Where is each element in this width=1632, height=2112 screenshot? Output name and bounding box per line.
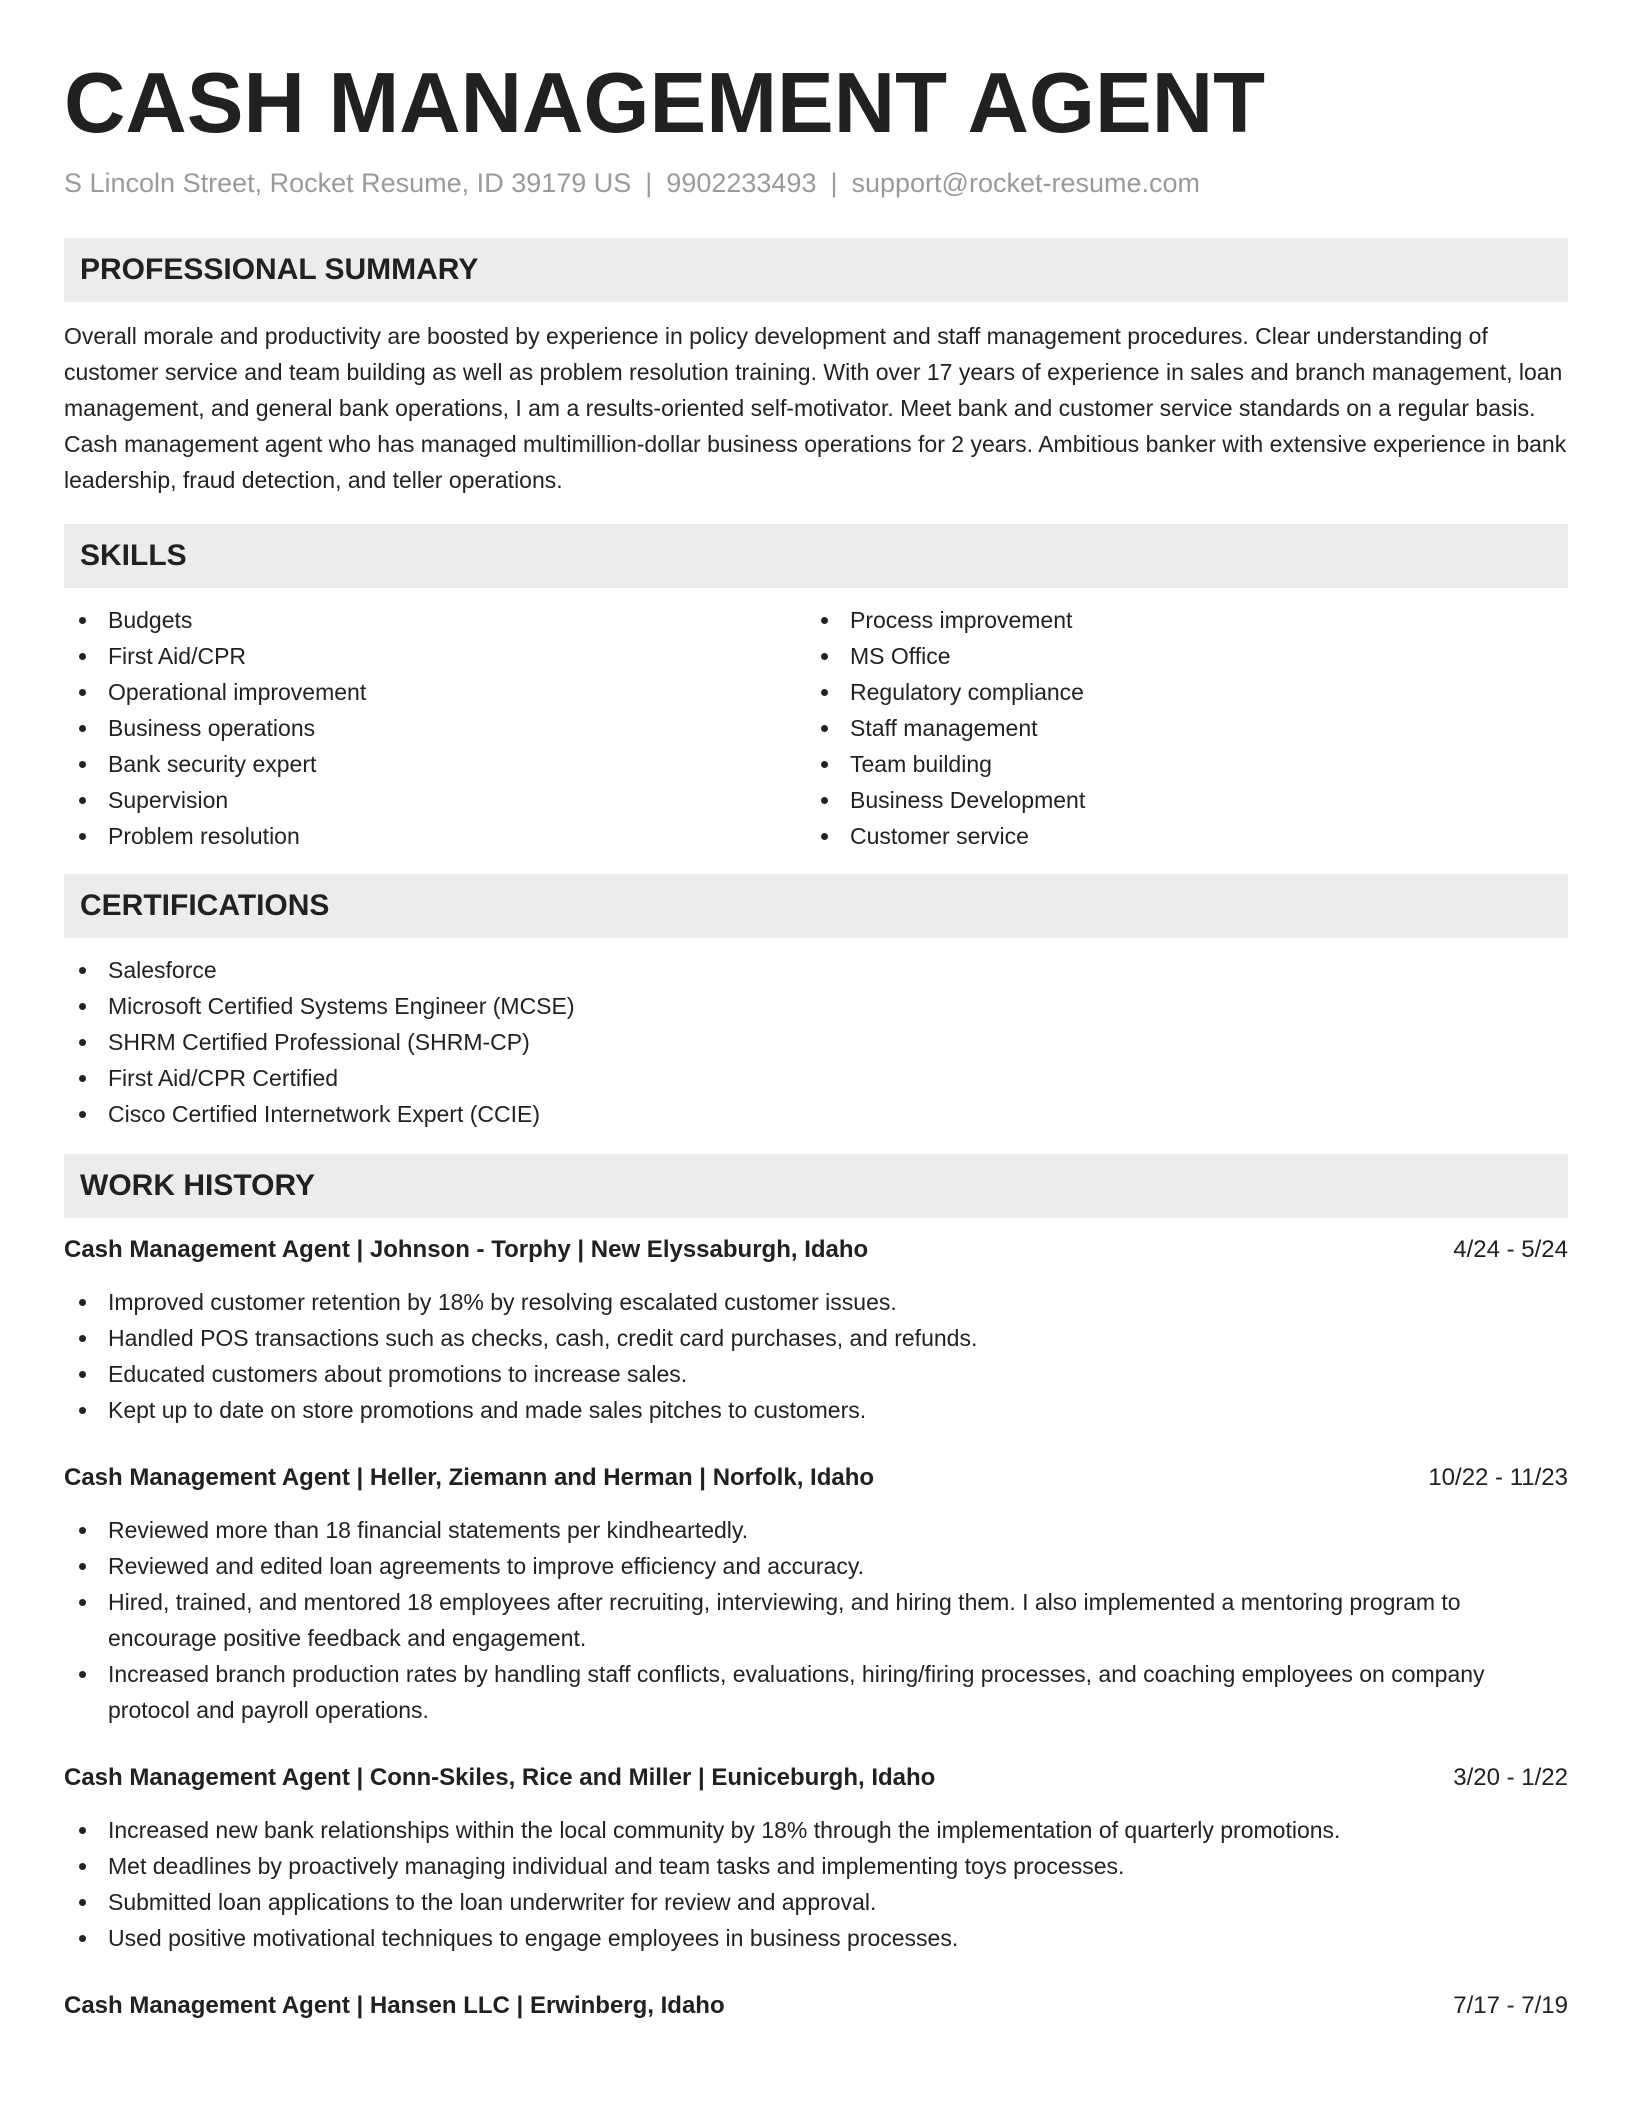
job-title: Cash Management Agent | Johnson - Torphy | New Elyssaburgh, Idaho bbox=[64, 1236, 869, 1263]
list-item bbox=[806, 602, 1548, 638]
list-item-text: Problem resolution bbox=[108, 823, 300, 849]
list-item-text: Salesforce bbox=[108, 957, 217, 983]
job-bullet-list bbox=[64, 1512, 1568, 1728]
skills-section bbox=[64, 524, 1568, 854]
bullet-dot-icon bbox=[79, 833, 86, 840]
bullet-dot-icon bbox=[821, 653, 828, 660]
bullet-dot-icon bbox=[79, 1599, 86, 1606]
list-item-text: SHRM Certified Professional (SHRM-CP) bbox=[108, 1029, 530, 1055]
list-item bbox=[64, 1284, 1568, 1320]
list-item bbox=[64, 1512, 1568, 1548]
list-item-text: Improved customer retention by 18% by resolving escalated customer issues. bbox=[108, 1289, 897, 1315]
job-dates: 3/20 - 1/22 bbox=[1453, 1764, 1568, 1791]
list-item-text: Cisco Certified Internetwork Expert (CCIE) bbox=[108, 1101, 541, 1127]
bullet-dot-icon bbox=[79, 1863, 86, 1870]
bullet-dot-icon bbox=[79, 1003, 86, 1010]
list-item bbox=[64, 1884, 1568, 1920]
job-dates: 4/24 - 5/24 bbox=[1453, 1236, 1568, 1263]
list-item bbox=[64, 674, 806, 710]
job-header bbox=[64, 1988, 1568, 2024]
bullet-dot-icon bbox=[79, 617, 86, 624]
bullet-dot-icon bbox=[821, 761, 828, 768]
job-entry bbox=[64, 1232, 1568, 1428]
job-bullet-list bbox=[64, 1812, 1568, 1956]
bullet-dot-icon bbox=[79, 1299, 86, 1306]
list-item-text: Regulatory compliance bbox=[850, 679, 1084, 705]
bullet-dot-icon bbox=[821, 725, 828, 732]
list-item bbox=[64, 710, 806, 746]
bullet-dot-icon bbox=[79, 967, 86, 974]
list-item bbox=[64, 1584, 1568, 1656]
list-item bbox=[806, 674, 1548, 710]
list-item-text: Kept up to date on store promotions and made sales pitches to customers. bbox=[108, 1397, 867, 1423]
contact-address: S Lincoln Street, Rocket Resume, ID 39179 US bbox=[64, 168, 632, 198]
skills-heading: SKILLS bbox=[64, 524, 1568, 588]
list-item bbox=[64, 952, 1568, 988]
bullet-dot-icon bbox=[821, 617, 828, 624]
list-item-text: Business operations bbox=[108, 715, 316, 741]
bullet-dot-icon bbox=[79, 1075, 86, 1082]
bullet-dot-icon bbox=[79, 1671, 86, 1678]
list-item bbox=[64, 1920, 1568, 1956]
bullet-dot-icon bbox=[79, 1407, 86, 1414]
job-entry bbox=[64, 1988, 1568, 2024]
certifications-heading: CERTIFICATIONS bbox=[64, 874, 1568, 938]
skills-column-right bbox=[806, 602, 1548, 854]
bullet-dot-icon bbox=[821, 833, 828, 840]
bullet-dot-icon bbox=[79, 761, 86, 768]
bullet-dot-icon bbox=[79, 1039, 86, 1046]
list-item-text: Hired, trained, and mentored 18 employees after recruiting, interviewing, and hiring them. I also implemented a mentoring program to encourage positive feedback and engagement. bbox=[108, 1589, 1461, 1651]
contact-separator: | bbox=[830, 168, 838, 198]
contact-phone: 9902233493 bbox=[666, 168, 817, 198]
list-item-text: First Aid/CPR Certified bbox=[108, 1065, 339, 1091]
bullet-dot-icon bbox=[79, 1935, 86, 1942]
bullet-dot-icon bbox=[79, 1527, 86, 1534]
list-item bbox=[64, 782, 806, 818]
list-item-text: Educated customers about promotions to increase sales. bbox=[108, 1361, 688, 1387]
list-item bbox=[64, 1024, 1568, 1060]
job-list bbox=[64, 1232, 1568, 2024]
list-item bbox=[64, 1548, 1568, 1584]
list-item-text: Used positive motivational techniques to engage employees in business processes. bbox=[108, 1925, 959, 1951]
list-item bbox=[64, 602, 806, 638]
bullet-dot-icon bbox=[79, 725, 86, 732]
contact-line bbox=[64, 166, 1568, 200]
bullet-dot-icon bbox=[79, 1827, 86, 1834]
skills-list-right bbox=[806, 602, 1548, 854]
list-item-text: Team building bbox=[850, 751, 992, 777]
list-item-text: Submitted loan applications to the loan underwriter for review and approval. bbox=[108, 1889, 877, 1915]
bullet-dot-icon bbox=[79, 653, 86, 660]
list-item-text: Budgets bbox=[108, 607, 193, 633]
bullet-dot-icon bbox=[821, 797, 828, 804]
list-item bbox=[64, 1656, 1568, 1728]
list-item bbox=[64, 1392, 1568, 1428]
list-item-text: Handled POS transactions such as checks, cash, credit card purchases, and refunds. bbox=[108, 1325, 978, 1351]
job-bullet-list bbox=[64, 1284, 1568, 1428]
list-item-text: Microsoft Certified Systems Engineer (MCSE) bbox=[108, 993, 575, 1019]
list-item-text: Increased new bank relationships within the local community by 18% through the implementation of quarterly promotions. bbox=[108, 1817, 1341, 1843]
bullet-dot-icon bbox=[79, 797, 86, 804]
list-item-text: Supervision bbox=[108, 787, 229, 813]
job-title: Cash Management Agent | Conn-Skiles, Rice and Miller | Euniceburgh, Idaho bbox=[64, 1764, 936, 1791]
list-item-text: Operational improvement bbox=[108, 679, 367, 705]
list-item-text: Process improvement bbox=[850, 607, 1073, 633]
list-item-text: Bank security expert bbox=[108, 751, 317, 777]
list-item bbox=[806, 638, 1548, 674]
skills-list-left bbox=[64, 602, 806, 854]
list-item bbox=[64, 1812, 1568, 1848]
bullet-dot-icon bbox=[79, 1335, 86, 1342]
bullet-dot-icon bbox=[79, 1111, 86, 1118]
bullet-dot-icon bbox=[79, 1899, 86, 1906]
list-item bbox=[64, 1320, 1568, 1356]
list-item-text: Reviewed and edited loan agreements to improve efficiency and accuracy. bbox=[108, 1553, 865, 1579]
bullet-dot-icon bbox=[79, 1563, 86, 1570]
list-item bbox=[64, 746, 806, 782]
job-header bbox=[64, 1232, 1568, 1268]
bullet-dot-icon bbox=[79, 689, 86, 696]
job-title: Cash Management Agent | Heller, Ziemann and Herman | Norfolk, Idaho bbox=[64, 1464, 875, 1491]
list-item bbox=[64, 1060, 1568, 1096]
resume-title: CASH MANAGEMENT AGENT bbox=[64, 56, 1265, 151]
list-item-text: Increased branch production rates by handling staff conflicts, evaluations, hiring/firing processes, and coaching employees on company protocol and payroll operations. bbox=[108, 1661, 1485, 1723]
summary-text: Overall morale and productivity are boosted by experience in policy development and staff management procedures. Clear understanding of customer service and team building as well as problem resolution training. With over 17 years of experience in sales and branch management, loan management, and general bank operations, I am a results-oriented self-motivator. Meet bank and customer service standards on a regular basis. Cash management agent who has managed multimillion-dollar business operations for 2 years. Ambitious banker with extensive experience in bank leadership, fraud detection, and teller operations. bbox=[64, 323, 1567, 493]
job-header bbox=[64, 1460, 1568, 1496]
list-item bbox=[806, 818, 1548, 854]
job-entry bbox=[64, 1460, 1568, 1728]
skills-column-left bbox=[64, 602, 806, 854]
job-dates: 10/22 - 11/23 bbox=[1428, 1464, 1568, 1491]
job-header bbox=[64, 1760, 1568, 1796]
list-item-text: MS Office bbox=[850, 643, 951, 669]
certifications-list bbox=[64, 952, 1568, 1132]
contact-email: support@rocket-resume.com bbox=[851, 168, 1201, 198]
list-item-text: Met deadlines by proactively managing individual and team tasks and implementing toys processes. bbox=[108, 1853, 1125, 1879]
list-item bbox=[806, 782, 1548, 818]
work-history-section bbox=[64, 1154, 1568, 2024]
list-item-text: First Aid/CPR bbox=[108, 643, 247, 669]
skills-grid bbox=[64, 602, 1568, 854]
list-item-text: Business Development bbox=[850, 787, 1086, 813]
certifications-section bbox=[64, 874, 1568, 1132]
summary-section bbox=[64, 238, 1568, 498]
job-title: Cash Management Agent | Hansen LLC | Erwinberg, Idaho bbox=[64, 1992, 725, 2019]
bullet-dot-icon bbox=[821, 689, 828, 696]
list-item bbox=[806, 710, 1548, 746]
bullet-dot-icon bbox=[79, 1371, 86, 1378]
job-entry bbox=[64, 1760, 1568, 1956]
list-item bbox=[64, 818, 806, 854]
contact-separator: | bbox=[645, 168, 653, 198]
list-item bbox=[64, 1356, 1568, 1392]
list-item bbox=[64, 988, 1568, 1024]
work-history-heading: WORK HISTORY bbox=[64, 1154, 1568, 1218]
list-item bbox=[64, 1848, 1568, 1884]
list-item bbox=[806, 746, 1548, 782]
list-item bbox=[64, 638, 806, 674]
summary-heading: PROFESSIONAL SUMMARY bbox=[64, 238, 1568, 302]
job-dates: 7/17 - 7/19 bbox=[1453, 1992, 1568, 2019]
list-item bbox=[64, 1096, 1568, 1132]
list-item-text: Staff management bbox=[850, 715, 1038, 741]
list-item-text: Reviewed more than 18 financial statements per kindheartedly. bbox=[108, 1517, 749, 1543]
resume-page bbox=[64, 0, 1568, 2024]
list-item-text: Customer service bbox=[850, 823, 1029, 849]
